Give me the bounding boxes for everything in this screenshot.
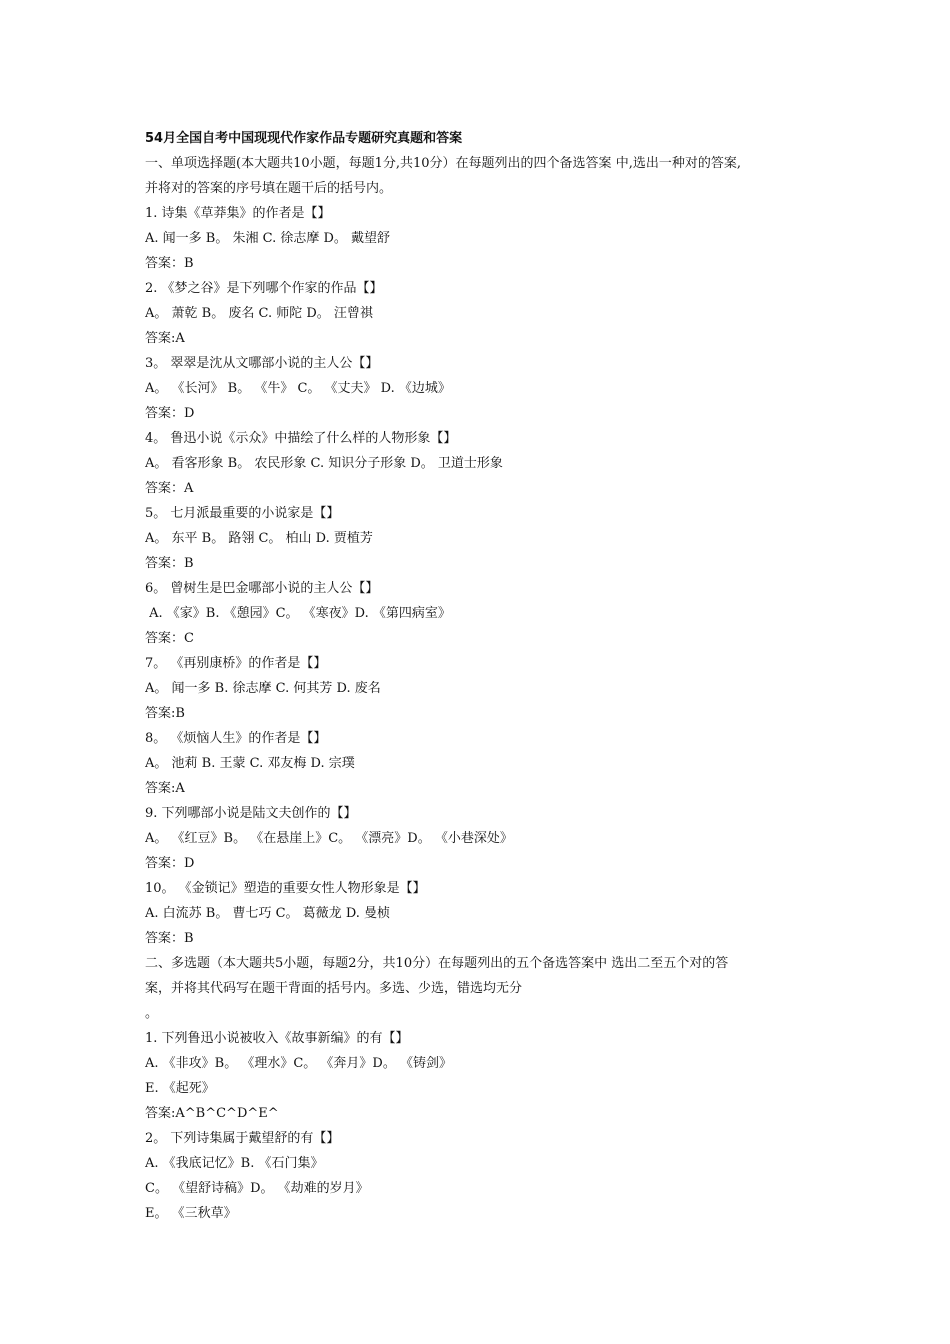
options-line: C。 《望舒诗稿》D。 《劫难的岁月》 (145, 1181, 369, 1196)
question-line: 4。 鲁迅小说《示众》中描绘了什么样的人物形象【】 (145, 431, 457, 446)
answer-line: 答案：C (145, 631, 194, 646)
options-line: E。 《三秋草》 (145, 1206, 237, 1221)
answer-line: 答案：B (145, 556, 194, 571)
options-line: A. 《家》B. 《憩园》C。 《寒夜》D. 《第四病室》 (145, 606, 451, 621)
text-line: 。 (145, 1006, 159, 1021)
question-line: 3。 翠翠是沈从文哪部小说的主人公【】 (145, 356, 379, 371)
options-line: A. 《非攻》B。 《理水》C。 《奔月》D。 《铸剑》 (145, 1056, 452, 1071)
options-line: A。 《长河》 B。 《牛》 C。 《丈夫》 D. 《边城》 (145, 381, 451, 396)
text-line: 一、单项选择题(本大题共10小题，每题1分,共10分）在每题列出的四个备选答案 中,选出一种对的答案, (145, 156, 741, 171)
text-line: 并将对的答案的序号填在题干后的括号内。 (145, 181, 393, 196)
options-line: E. 《起死》 (145, 1081, 215, 1096)
options-line: A。 《红豆》B。 《在悬崖上》C。 《漂亮》D。 《小巷深处》 (145, 831, 513, 846)
answer-line: 答案：A (145, 481, 194, 496)
options-line: A. 闻一多 B。 朱湘 C. 徐志摩 D。 戴望舒 (145, 231, 391, 246)
question-line: 2. 《梦之谷》是下列哪个作家的作品【】 (145, 281, 383, 296)
question-line: 5。 七月派最重要的小说家是【】 (145, 506, 340, 521)
document-page (145, 126, 815, 1226)
section-heading-line: 二、多选题（本大题共5小题，每题2分，共10分）在每题列出的五个备选答案中 选出二至五个对的答 (145, 956, 729, 971)
options-line: A。 闻一多 B. 徐志摩 C. 何其芳 D. 废名 (145, 681, 381, 696)
section-heading-line: 案，并将其代码写在题干背面的括号内。多选、少选，错选均无分 (145, 981, 523, 996)
answer-line: 答案：B (145, 931, 194, 946)
options-line: A。 萧乾 B。 废名 C. 师陀 D。 汪曾祺 (145, 306, 373, 321)
answer-line: 答案:A (145, 331, 185, 346)
answer-line: 答案：B (145, 256, 194, 271)
question-line: 7。 《再别康桥》的作者是【】 (145, 656, 327, 671)
answer-line: 答案：D (145, 406, 195, 421)
question-line: 2。 下列诗集属于戴望舒的有【】 (145, 1131, 340, 1146)
document-title: 54月全国自考中国现现代作家作品专题研究真题和答案 (145, 131, 463, 146)
question-line: 6。 曾树生是巴金哪部小说的主人公【】 (145, 581, 379, 596)
question-line: 10。 《金锁记》塑造的重要女性人物形象是【】 (145, 881, 426, 896)
question-line: 1. 下列鲁迅小说被收入《故事新编》的有【】 (145, 1031, 409, 1046)
options-line: A. 白流苏 B。 曹七巧 C。 葛薇龙 D. 曼桢 (145, 906, 391, 921)
answer-line: 答案:B (145, 706, 185, 721)
answer-line: 答案:A (145, 781, 185, 796)
options-line: A。 看客形象 B。 农民形象 C. 知识分子形象 D。 卫道士形象 (145, 456, 503, 471)
question-line: 9. 下列哪部小说是陆文夫创作的【】 (145, 806, 357, 821)
question-line: 1. 诗集《草莽集》的作者是【】 (145, 206, 331, 221)
options-line: A。 池莉 B. 王蒙 C. 邓友梅 D. 宗璞 (145, 756, 355, 771)
options-line: A. 《我底记忆》B. 《石门集》 (145, 1156, 324, 1171)
question-line: 8。 《烦恼人生》的作者是【】 (145, 731, 327, 746)
answer-line: 答案：D (145, 856, 195, 871)
options-line: A。 东平 B。 路翎 C。 柏山 D. 贾植芳 (145, 531, 373, 546)
answer-line: 答案:A^B^C^D^E^ (145, 1106, 279, 1121)
